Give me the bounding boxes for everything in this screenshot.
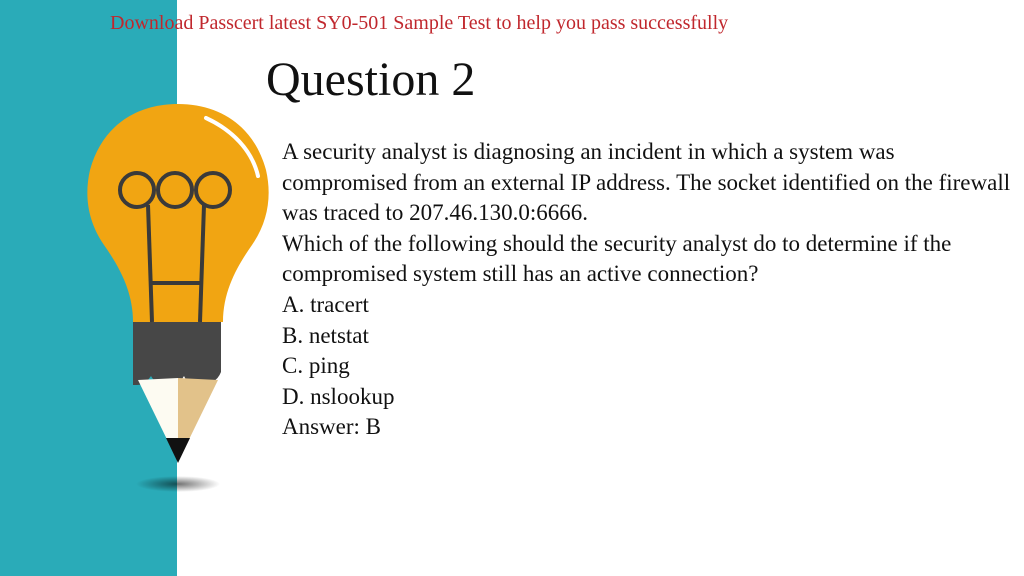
- option-c: C. ping: [282, 353, 350, 379]
- pencil-lead: [166, 438, 190, 463]
- download-banner[interactable]: Download Passcert latest SY0-501 Sample Test to help you pass successfully: [110, 12, 729, 34]
- bulb-glass: [87, 104, 268, 322]
- bulb-shadow: [136, 476, 220, 492]
- lightbulb-pencil-icon: [80, 98, 280, 498]
- option-d: D. nslookup: [282, 383, 395, 409]
- option-b: B. netstat: [282, 322, 369, 348]
- slide-title: Question 2: [266, 53, 476, 106]
- bulb-base: [133, 322, 221, 385]
- question-text-part1: A security analyst is diagnosing an incident in which a system was compromised from an external IP address. The socket identified on the firewall was traced to 207.46.130.0:6666.: [282, 139, 1011, 226]
- answer-text: Answer: B: [282, 414, 382, 440]
- question-text-part2: Which of the following should the security analyst do to determine if the compromised system still has an active connection?: [282, 230, 952, 287]
- question-content: [282, 137, 1012, 443]
- option-a: A. tracert: [282, 291, 369, 317]
